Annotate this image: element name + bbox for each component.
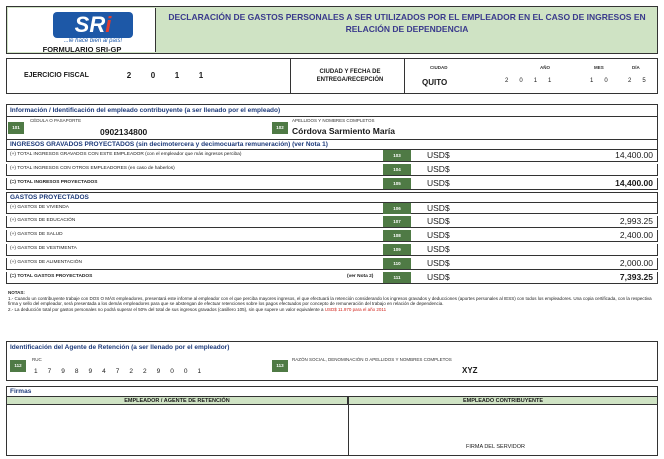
year-digit[interactable]: 2: [505, 78, 509, 84]
divider: [404, 58, 405, 94]
agent-section-title: Identificación del Agente de Retención (a ser llenado por el empleador): [10, 344, 230, 351]
expense-row-109: (+) GASTOS DE VESTIMENTA 109 USD$: [6, 244, 658, 256]
month-digit[interactable]: 1: [590, 78, 594, 84]
income-row-105: (=) TOTAL INGRESOS PROYECTADOS 105 USD$ 14,400.00: [6, 178, 658, 190]
notes-block: [8, 290, 656, 312]
employer-signature-area[interactable]: [6, 405, 348, 456]
employer-sig-header: EMPLEADOR / AGENTE DE RETENCIÓN: [6, 396, 348, 405]
expense-row-111: (=) TOTAL GASTOS PROYECTADOS (ver Nota 2) 111 USD$ 7,393.25: [6, 272, 658, 284]
year-label: AÑO: [540, 65, 550, 70]
note-ref: (ver Nota 2): [347, 274, 374, 279]
name-label: APELLIDOS Y NOMBRES COMPLETOS: [292, 118, 375, 123]
ruc-digit[interactable]: 7: [115, 368, 120, 375]
employee-sig-header: EMPLEADO CONTRIBUYENTE: [348, 396, 658, 405]
slogan: ...le hace bien al país!: [63, 38, 123, 44]
main-title: DECLARACIÓN DE GASTOS PERSONALES A SER UTILIZADOS POR EL EMPLEADOR EN EL CASO DE INGRESOS EN RELACIÓN DE DEPENDENCIA: [168, 12, 646, 34]
field-code: 112: [10, 360, 26, 372]
fiscal-digit[interactable]: 1: [174, 71, 180, 80]
ruc-digit[interactable]: 2: [129, 368, 133, 375]
signatures-title: Firmas: [10, 388, 32, 395]
fiscal-digit[interactable]: 2: [126, 71, 132, 80]
ruc-digit[interactable]: 9: [156, 368, 161, 375]
ruc-digit[interactable]: 1: [197, 368, 202, 375]
year-digit[interactable]: 1: [548, 78, 552, 84]
ruc-digit[interactable]: 4: [102, 368, 106, 375]
year-digits: [505, 78, 551, 84]
month-digits: [590, 78, 608, 84]
expenses-section-header: GASTOS PROYECTADOS: [6, 192, 658, 202]
income-section-header: INGRESOS GRAVADOS PROYECTADOS (sin decimotercera y decimocuarta remuneración) (ver Nota 1): [6, 140, 658, 150]
ruc-label: RUC: [32, 357, 42, 362]
ruc-digit[interactable]: 0: [183, 368, 188, 375]
ruc-digits: [34, 368, 201, 375]
field-code: 113: [272, 360, 288, 372]
income-row-103: (+) TOTAL INGRESOS GRAVADOS CON ESTE EMPLEADOR (con el empleador que más ingresos perciba) 103 USD$ 14,400.00: [6, 150, 658, 162]
ruc-digit[interactable]: 7: [47, 368, 52, 375]
fiscal-year-label: EJERCICIO FISCAL: [24, 72, 89, 79]
ruc-digit[interactable]: 2: [143, 368, 147, 375]
sri-logo: SRi: [53, 12, 133, 38]
expense-row-107: (+) GASTOS DE EDUCACIÓN 107 USD$ 2,993.25: [6, 216, 658, 228]
notes-title: NOTAS:: [8, 290, 25, 295]
form-title: FORMULARIO SRI-GP: [42, 45, 122, 54]
month-label: MES: [594, 65, 604, 70]
year-digit[interactable]: 1: [533, 78, 538, 84]
fiscal-digit[interactable]: 1: [198, 71, 204, 80]
ruc-digit[interactable]: 1: [34, 368, 38, 375]
employee-section-header: Información / Identificación del empleado contribuyente (a ser llenado por el empleado): [6, 104, 658, 116]
field-code: 101: [8, 122, 24, 134]
city-label: CIUDAD: [430, 65, 448, 70]
day-digit[interactable]: 2: [628, 78, 632, 84]
note-1: 1.- Cuando un contribuyente trabaje con DOS O MÁS empleadores, presentará este informe al empleador con el que perciba mayores ingresos, el que efectuará la retención considerando los ingresos gravados y deducciones (aportes personales al IESS) con todos los empleadores. Una copia certificada, con la respectiva firma y sello del empleador, será presentada a los demás empleadores para que se abstengan de efectuar retenciones sobre los pagos efectuados por concepto de remuneración del trabajo en relación de dependencia.: [8, 295, 652, 307]
expense-row-106: (+) GASTOS DE VIVIENDA 106 USD$: [6, 202, 658, 214]
agent-name-label: RAZÓN SOCIAL, DENOMINACIÓN O APELLIDOS Y NOMBRES COMPLETOS: [292, 357, 452, 362]
field-code: 102: [272, 122, 288, 134]
fiscal-digit[interactable]: 0: [150, 71, 156, 80]
day-digit[interactable]: 5: [642, 78, 646, 84]
employee-signature-caption: FIRMA DEL SERVIDOR: [466, 444, 525, 450]
ruc-digit[interactable]: 9: [88, 368, 93, 375]
city-value[interactable]: QUITO: [422, 78, 448, 87]
day-digits: [628, 78, 646, 84]
id-label: CÉDULA O PASAPORTE: [30, 118, 82, 123]
note-2-limit: USD$ 11.970 para el año 2011: [324, 306, 387, 312]
divider: [290, 58, 291, 94]
year-digit[interactable]: 0: [519, 78, 523, 84]
id-value[interactable]: 0902134800: [100, 127, 148, 137]
day-label: DÍA: [632, 65, 640, 70]
ruc-digit[interactable]: 0: [170, 368, 174, 375]
ruc-digit[interactable]: 8: [74, 368, 79, 375]
month-digit[interactable]: 0: [604, 78, 608, 84]
city-date-label: CIUDAD Y FECHA DE ENTREGA/RECEPCIÓN: [316, 69, 384, 83]
expense-row-110: (+) GASTOS DE ALIMENTACIÓN 110 USD$ 2,000.00: [6, 258, 658, 270]
fiscal-year-digits: [120, 69, 210, 83]
expense-row-108: (+) GASTOS DE SALUD 108 USD$ 2,400.00: [6, 230, 658, 242]
note-2: 2.- La deducción total por gastos personales no podrá superar el 50% del total de sus ingresos gravados (casillero 105), sin que supere un valor equivalente a USD$ 11.970 para el año 2011: [8, 306, 387, 312]
income-row-104: (+) TOTAL INGRESOS CON OTROS EMPLEADORES (en caso de haberlos) 104 USD$: [6, 164, 658, 176]
ruc-digit[interactable]: 9: [61, 368, 65, 375]
name-value[interactable]: Córdova Sarmiento María: [292, 126, 395, 136]
agent-name-value[interactable]: XYZ: [462, 366, 478, 375]
